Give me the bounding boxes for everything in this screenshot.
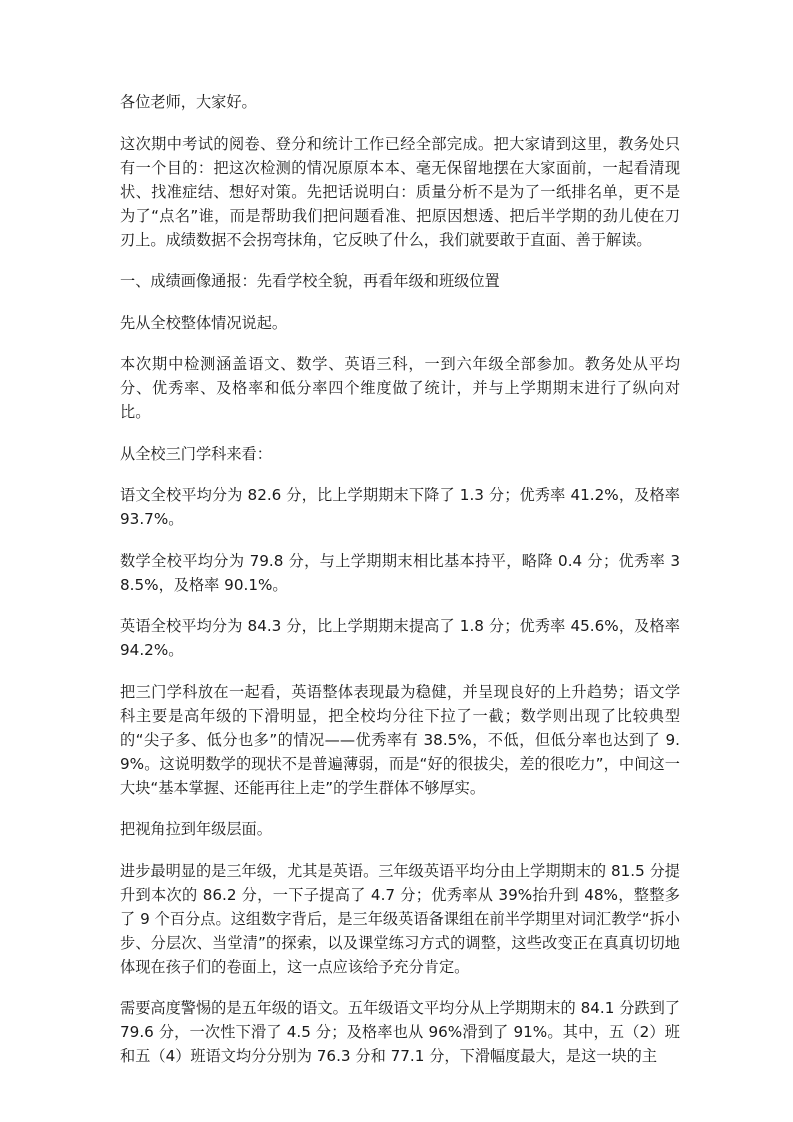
document-body xyxy=(120,90,680,1086)
chinese-stats-paragraph: 语文全校平均分为 82.6 分，比上学期期末下降了 1.3 分；优秀率 41.2%，及格率 93.7%。 xyxy=(120,486,680,528)
school-overview-paragraph: 先从全校整体情况说起。 xyxy=(120,313,288,332)
grade-five-paragraph: 需要高度警惕的是五年级的语文。五年级语文平均分从上学期期末的 84.1 分跌到了 79.6 分，一次性下滑了 4.5 分；及格率也从 96%滑到了 91%。其中，五（2）班和五（4）班语文均分分别为 76.3 分和 77.1 分，下滑幅度最大，是这一块的主 xyxy=(120,999,680,1065)
greeting-paragraph: 各位老师，大家好。 xyxy=(120,93,257,111)
grade-level-paragraph: 把视角拉到年级层面。 xyxy=(120,820,272,838)
comparison-paragraph: 把三门学科放在一起看，英语整体表现最为稳健，并呈现良好的上升趋势；语文学科主要是高年级的下滑明显，把全校均分往下拉了一截；数学则出现了比较典型的“尖子多、低分也多”的情况——优秀率有 38.5%，不低，但低分率也达到了 9.9%。这说明数学的现状不是普遍薄弱，而是“好的很拔尖，差的很吃力”，中间这一大块“基本掌握、还能再往上走”的学生群体不够厚实。 xyxy=(120,682,680,797)
intro-paragraph: 这次期中考试的阅卷、登分和统计工作已经全部完成。把大家请到这里，教务处只有一个目的：把这次检测的情况原原本本、毫无保留地摆在大家面前，一起看清现状、找准症结、想好对策。先把话说明白：质量分析不是为了一纸排名单，更不是为了“点名”谁，而是帮助我们把问题看准、把原因想透、把后半学期的劲儿使在刀刃上。成绩数据不会拐弯抹角，它反映了什么，我们就要敢于直面、善于解读。 xyxy=(120,134,680,249)
english-stats-paragraph: 英语全校平均分为 84.3 分，比上学期期末提高了 1.8 分；优秀率 45.6%，及格率 94.2%。 xyxy=(120,617,680,659)
math-stats-paragraph: 数学全校平均分为 79.8 分，与上学期期末相比基本持平，略降 0.4 分；优秀率 38.5%，及格率 90.1%。 xyxy=(120,551,680,594)
scope-paragraph: 本次期中检测涵盖语文、数学、英语三科，一到六年级全部参加。教务处从平均分、优秀率、及格率和低分率四个维度做了统计，并与上学期期末进行了纵向对比。 xyxy=(120,355,680,421)
subjects-lead-paragraph: 从全校三门学科来看： xyxy=(120,444,272,463)
grade-three-paragraph: 进步最明显的是三年级，尤其是英语。三年级英语平均分由上学期期末的 81.5 分提升到本次的 86.2 分，一下子提高了 4.7 分；优秀率从 39%抬升到 48%，整整多了 9 个百分点。这组数字背后，是三年级英语备课组在前半学期里对词汇教学“拆小步、分层次、当堂清”的探索，以及课堂练习方式的调整，这些改变正在真真切切地体现在孩子们的卷面上，这一点应该给予充分肯定。 xyxy=(120,861,680,976)
section-heading: 一、成绩画像通报：先看学校全貌，再看年级和班级位置 xyxy=(120,272,500,290)
